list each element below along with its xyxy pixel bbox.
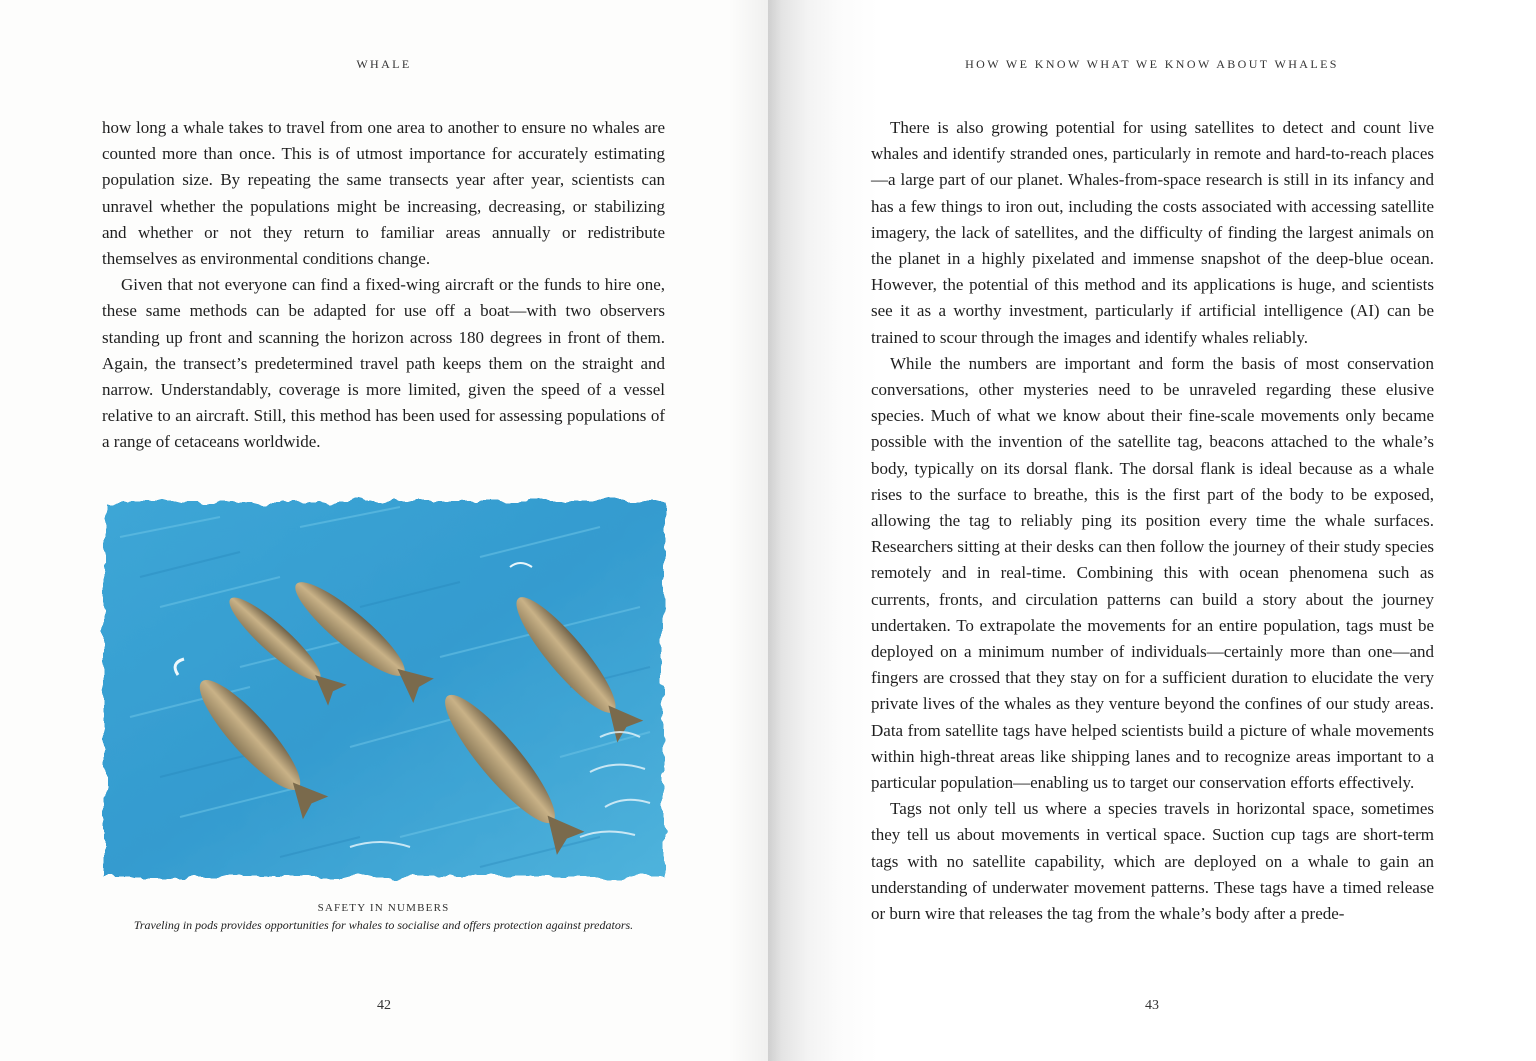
- paragraph: Tags not only tell us where a species travels in horizontal space, sometimes they tell us about movements in vertical space. Suction cup tags are short-term tags with no satellite capability, which are deployed on a whale to gain an understanding of underwater movement patterns. These tags have a timed release or burn wire that releases the tag from the whale’s body after a prede-: [871, 799, 1434, 924]
- paragraph: There is also growing potential for using satellites to detect and count live whales and identify stranded ones, particularly in remote and hard-to-reach places—a large part of our planet. Whales-from-space research is still in its infancy and has a few things to iron out, including the costs associated with accessing satellite imagery, the lack of satellites, and the difficulty of finding the largest animals on the planet in a highly pixelated and immense snapshot of the deep-blue ocean. However, the potential of this method and its applications is huge, and scientists see it as a worthy investment, particularly if artificial intelligence (AI) can be trained to scour through the images and identify whales reliably.: [871, 118, 1434, 347]
- right-body-text: [871, 115, 1434, 927]
- page-number-right: 43: [1145, 998, 1159, 1013]
- page-number-left: 42: [377, 998, 391, 1013]
- paragraph: how long a whale takes to travel from one area to another to ensure no whales are counted more than once. This is of utmost importance for accurately estimating population size. By repeating the same transects year after year, scientists can unravel whether the populations might be increasing, decreasing, or stabilizing and whether or not they return to familiar areas annually or redistribute themselves as environmental conditions change.: [102, 118, 665, 269]
- running-head-right: HOW WE KNOW WHAT WE KNOW ABOUT WHALES: [965, 57, 1339, 71]
- whale-pod-illustration: [100, 497, 668, 885]
- running-head-left: WHALE: [356, 57, 412, 71]
- caption-text: Traveling in pods provides opportunities for whales to socialise and offers protection against predators.: [133, 918, 634, 932]
- paragraph: Given that not everyone can find a fixed-wing aircraft or the funds to hire one, these same methods can be adapted for use off a boat—with two observers standing up front and scanning the horizon across 180 degrees in front of them. Again, the transect’s predetermined travel path keeps them on the straight and narrow. Understandably, coverage is more limited, given the speed of a vessel relative to an aircraft. Still, this method has been used for assessing populations of a range of cetaceans worldwide.: [102, 275, 665, 452]
- caption-title: SAFETY IN NUMBERS: [317, 902, 450, 914]
- right-page: [768, 0, 1536, 1061]
- paragraph: While the numbers are important and form the basis of most conservation conversations, other mysteries need to be unraveled regarding these elusive species. Much of what we know about their fine-scale movements only became possible with the invention of the satellite tag, beacons attached to the whale’s body, typically on its dorsal flank. The dorsal flank is ideal because as a whale rises to the surface to breathe, this is the first part of the body to be exposed, allowing the tag to reliably ping its position every time the whale surfaces. Researchers sitting at their desks can then follow the journey of their study species remotely and in real-time. Combining this with ocean phenomena such as currents, fronts, and circulation patterns can build a story about the journey undertaken. To extrapolate the movements for an entire population, tags must be deployed on a minimum number of individuals—certainly more than one—and fingers are crossed that they stay on for a sufficient duration to elucidate the very private lives of the whales as they venture beyond the confines of our study areas. Data from satellite tags have helped scientists build a picture of whale movements within high-threat areas like shipping lanes and to recognize areas important to a particular population—enabling us to target our conservation efforts effectively.: [871, 353, 1434, 793]
- left-body-text: [102, 115, 665, 456]
- figure-caption: [102, 900, 665, 934]
